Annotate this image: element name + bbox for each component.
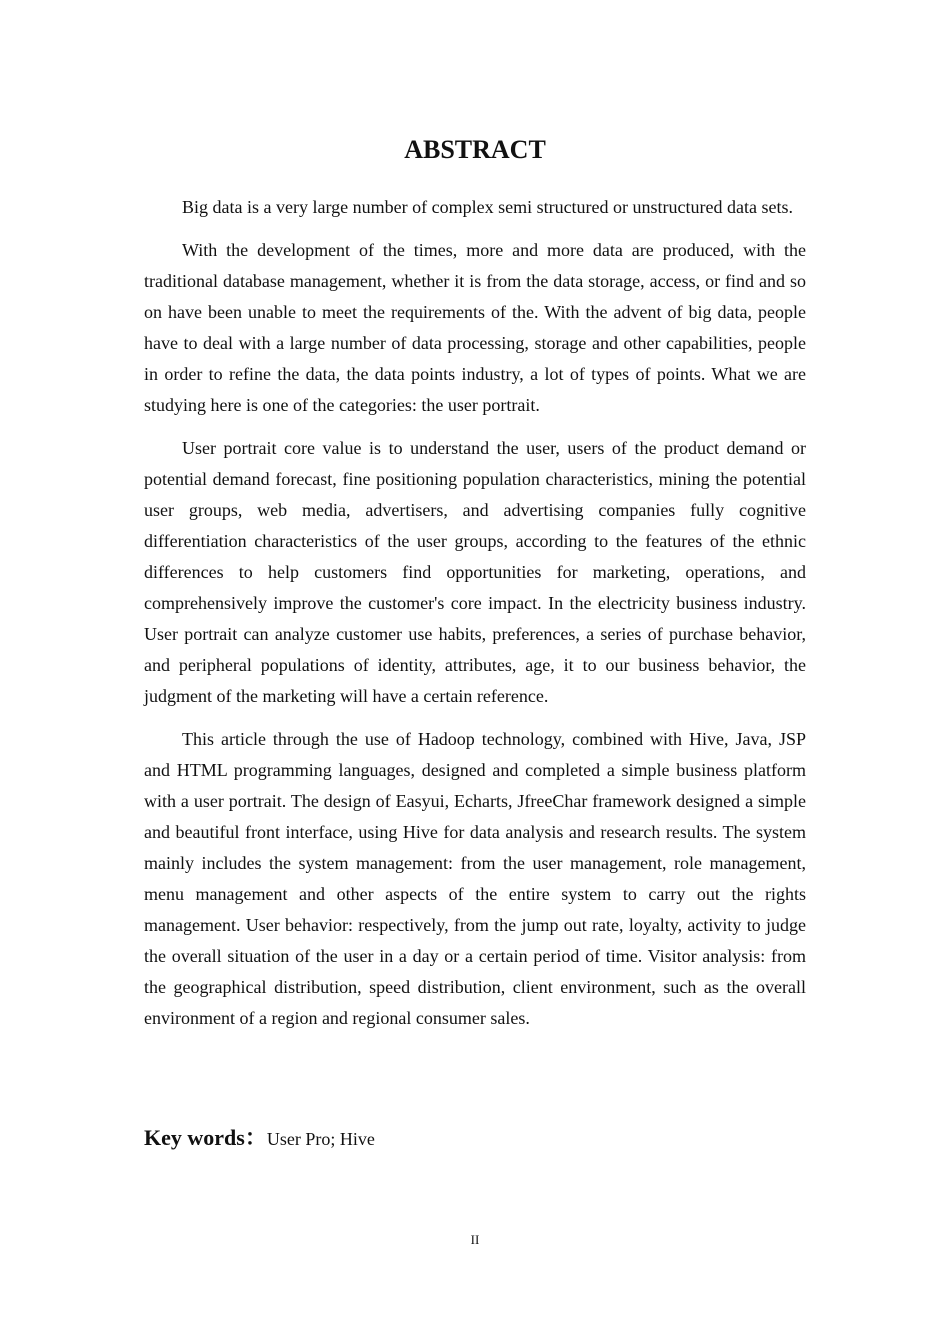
abstract-paragraph-2: With the development of the times, more and more data are produced, with the traditional database management, whether it is from the data storage, access, or find and so on have been unable to meet the requirements of the. With the advent of big data, people have to deal with a large number of data processing, storage and other capabilities, people in order to refine the data, the data points industry, a lot of types of points. What we are studying here is one of the categories: the user portrait. bbox=[144, 240, 806, 415]
abstract-paragraph-3: User portrait core value is to understand the user, users of the product demand or potential demand forecast, fine positioning population characteristics, mining the potential user groups, web media, advertisers, and advertising companies fully cognitive differentiation characteristics of the user groups, according to the features of the ethnic differences to help customers find opportunities for marketing, operations, and comprehensively improve the customer's core impact. In the electricity business industry. User portrait can analyze customer use habits, preferences, a series of purchase behavior, and peripheral populations of identity, attributes, age, it to our business behavior, the judgment of the marketing will have a certain reference. bbox=[144, 438, 806, 706]
keywords-label: Key words： bbox=[144, 1125, 267, 1150]
abstract-paragraph-1: Big data is a very large number of complex semi structured or unstructured data sets. bbox=[182, 197, 793, 217]
keywords-value: User Pro; Hive bbox=[266, 1129, 375, 1149]
abstract-paragraph-4: This article through the use of Hadoop technology, combined with Hive, Java, JSP and HTML programming languages, designed and completed a simple business platform with a user portrait. The design of Easyui, Echarts, JfreeChar framework designed a simple and beautiful front interface, using Hive for data analysis and research results. The system mainly includes the system management: from the user management, role management, menu management and other aspects of the entire system to carry out the rights management. User behavior: respectively, from the jump out rate, loyalty, activity to judge the overall situation of the user in a day or a certain period of time. Visitor analysis: from the geographical distribution, speed distribution, client environment, such as the overall environment of a region and regional consumer sales. bbox=[144, 729, 806, 1028]
page-number: II bbox=[470, 1232, 480, 1247]
abstract-body bbox=[144, 192, 806, 1046]
abstract-title: ABSTRACT bbox=[404, 135, 546, 164]
keywords-line bbox=[144, 1122, 806, 1155]
